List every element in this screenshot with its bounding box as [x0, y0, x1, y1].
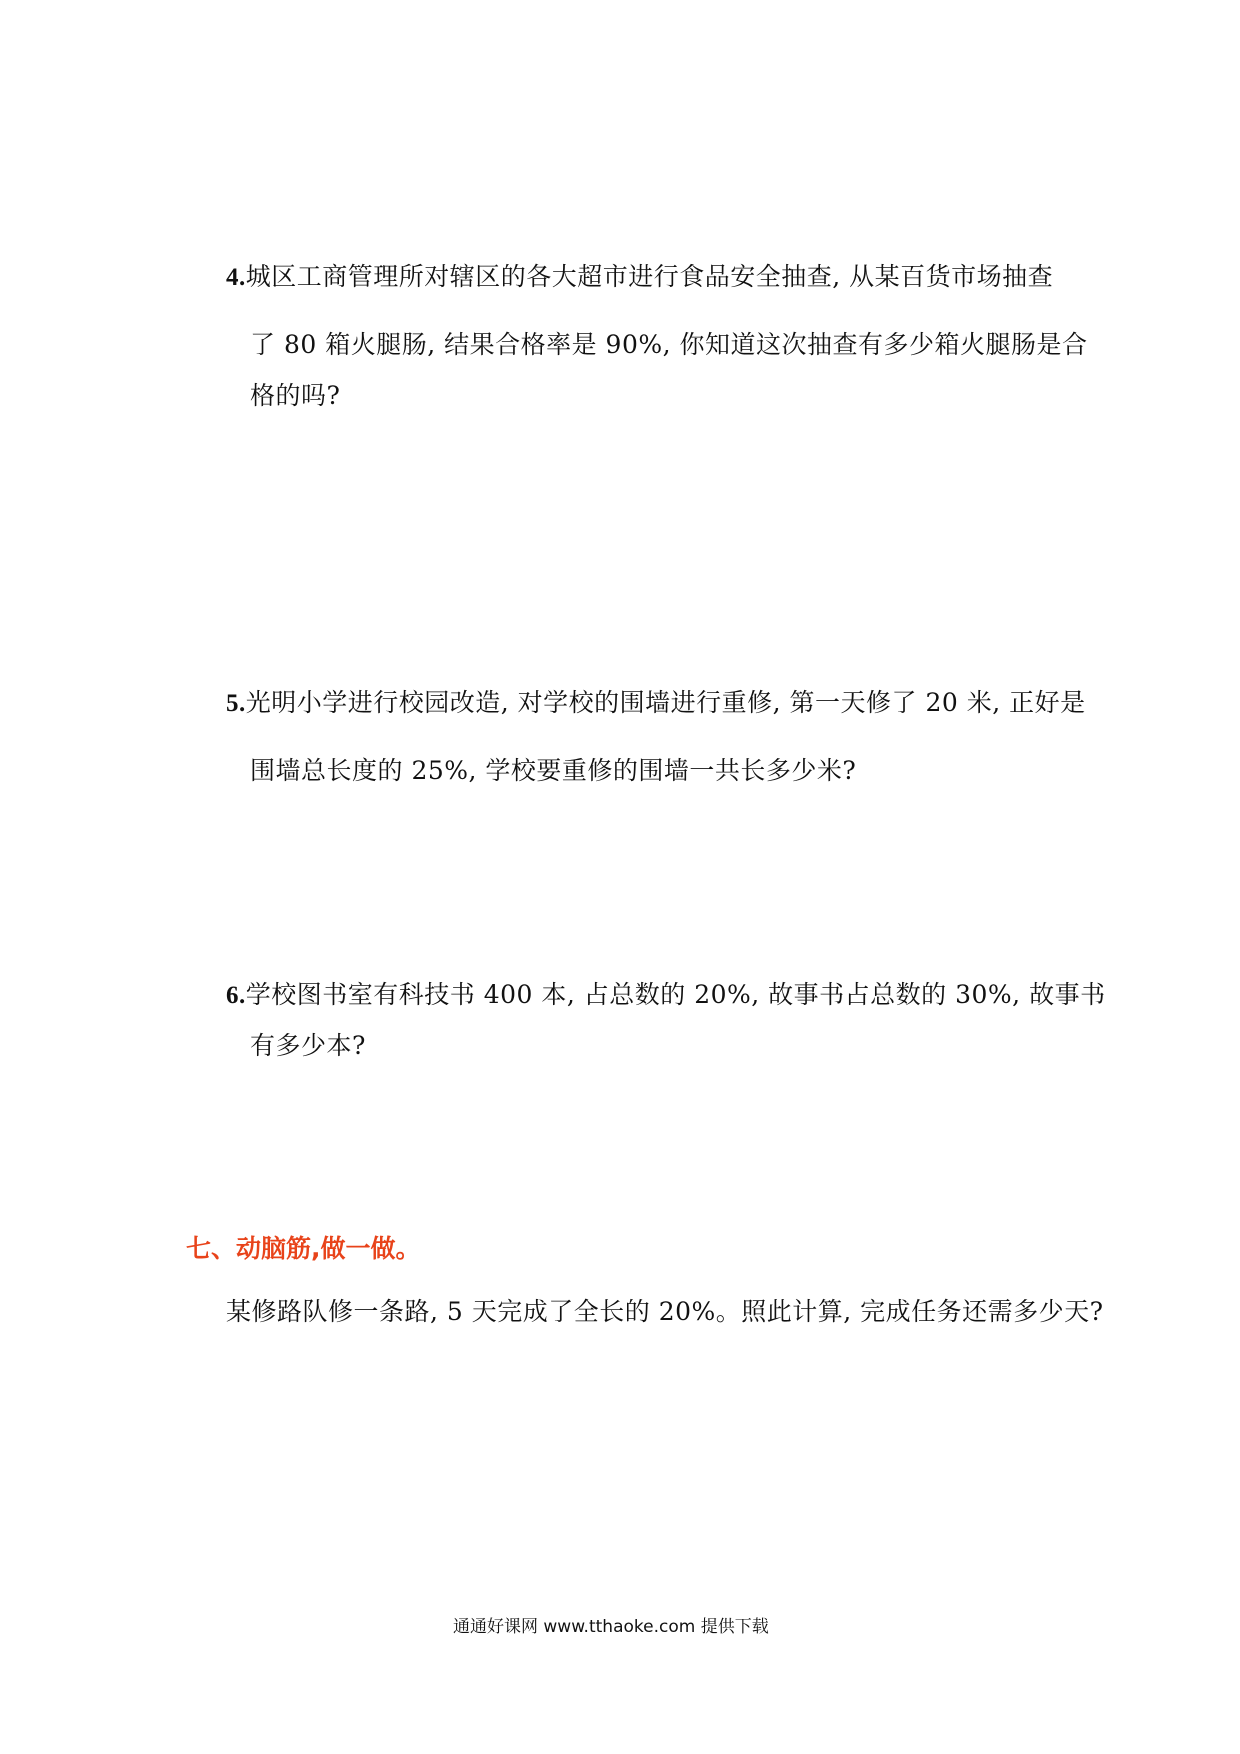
question-5-number: 5. — [226, 690, 246, 717]
question-4-line-3: 格的吗? — [250, 381, 341, 410]
question-5-line-2: 围墙总长度的 25%, 学校要重修的围墙一共长多少米? — [250, 756, 857, 785]
question-6-line-1 — [226, 980, 1106, 1011]
question-4-line-1 — [226, 262, 1053, 293]
question-4-number: 4. — [226, 264, 246, 291]
question-5-line-1 — [226, 688, 1086, 719]
question-5-text-line-1: 光明小学进行校园改造, 对学校的围墙进行重修, 第一天修了 20 米, 正好是 — [245, 688, 1086, 717]
section-7-problem: 某修路队修一条路, 5 天完成了全长的 20%。照此计算, 完成任务还需多少天? — [226, 1297, 1104, 1326]
question-4-line-2: 了 80 箱火腿肠, 结果合格率是 90%, 你知道这次抽查有多少箱火腿肠是合 — [250, 330, 1088, 359]
question-6-line-2: 有多少本? — [250, 1031, 366, 1060]
question-4-text-line-1: 城区工商管理所对辖区的各大超市进行食品安全抽查, 从某百货市场抽查 — [245, 262, 1054, 291]
page-footer: 通通好课网 www.tthaoke.com 提供下载 — [453, 1617, 769, 1637]
section-7-heading: 七、动脑筋,做一做。 — [186, 1234, 421, 1263]
question-6-text-line-1: 学校图书室有科技书 400 本, 占总数的 20%, 故事书占总数的 30%, 故事书 — [245, 980, 1106, 1009]
question-6-number: 6. — [226, 982, 246, 1009]
